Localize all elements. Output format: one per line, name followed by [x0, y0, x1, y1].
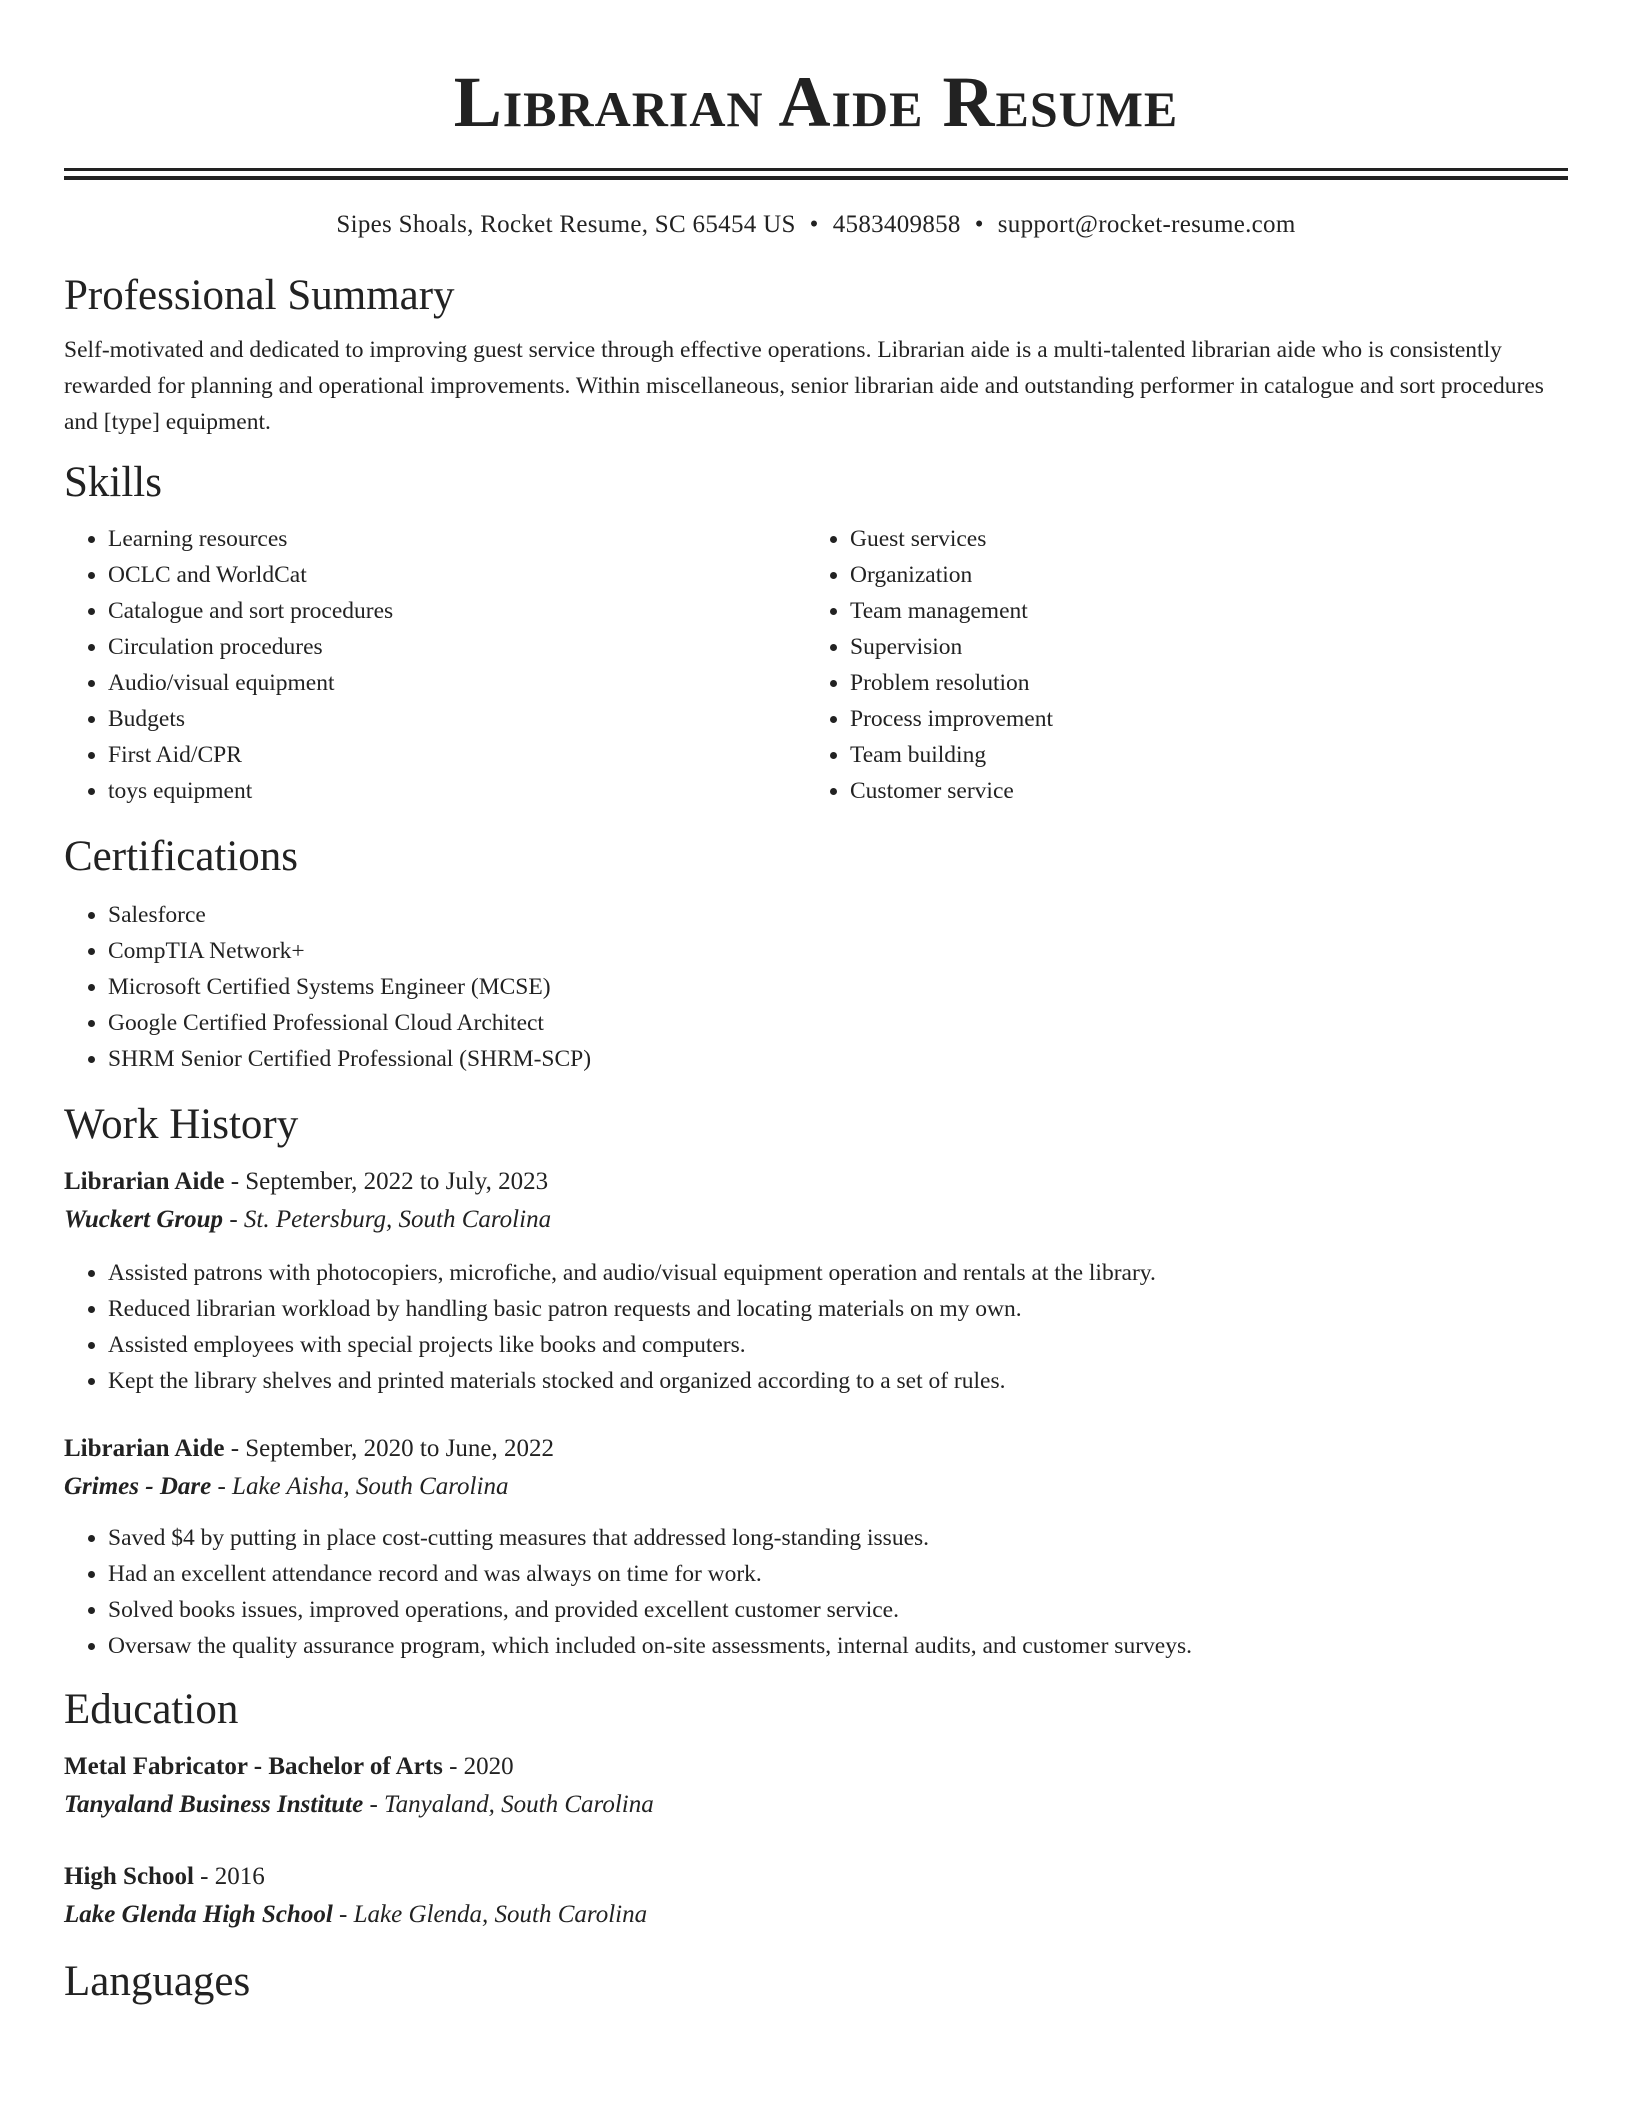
certifications-list	[64, 897, 1568, 1077]
education-degree-line: High School - 2016	[64, 1863, 265, 1890]
education-heading: Education	[64, 1686, 239, 1733]
job-company: Grimes - Dare	[64, 1473, 212, 1500]
job-bullet: • Solved books issues, improved operations, and provided excellent customer service.	[108, 1592, 1568, 1628]
title-divider-top	[64, 168, 1568, 171]
contact-separator: •	[974, 211, 984, 238]
title-divider-bottom	[64, 176, 1568, 180]
education-degree-line: Metal Fabricator - Bachelor of Arts - 2020	[64, 1753, 514, 1780]
education-school-line: Tanyaland Business Institute - Tanyaland, South Carolina	[64, 1791, 654, 1818]
skill-item: • Team management	[850, 593, 1548, 629]
job-bullet: • Kept the library shelves and printed materials stocked and organized according to a set of rules.	[108, 1363, 1568, 1399]
job-entry	[64, 1430, 1568, 1664]
contact-line	[64, 208, 1568, 242]
education-entry	[64, 1748, 1568, 1824]
job-location: Lake Aisha, South Carolina	[232, 1473, 509, 1500]
job-bullet: • Assisted patrons with photocopiers, microfiche, and audio/visual equipment operation and rentals at the library.	[108, 1255, 1568, 1291]
job-bullet: • Assisted employees with special projects like books and computers.	[108, 1327, 1568, 1363]
skills-column-left	[64, 521, 806, 809]
summary-text: Self-motivated and dedicated to improving guest service through effective operations. Librarian aide is a multi-talented librarian aide who is consistently rewarded for planning and operational improvements. Within miscellaneous, senior librarian aide and outstanding performer in catalogue and sort procedures and [type] equipment.	[64, 337, 1544, 435]
skill-item: • First Aid/CPR	[108, 737, 806, 773]
job-title: Librarian Aide	[64, 1168, 225, 1195]
skills-column-right	[806, 521, 1548, 809]
skill-item: • Problem resolution	[850, 665, 1548, 701]
resume-title: Librarian Aide Resume	[453, 62, 1179, 142]
certification-item: • CompTIA Network+	[108, 933, 1568, 969]
skill-item: • Budgets	[108, 701, 806, 737]
work-history-heading: Work History	[64, 1101, 299, 1148]
job-bullet: • Reduced librarian workload by handling basic patron requests and locating materials on my own.	[108, 1291, 1568, 1327]
contact-email[interactable]: support@rocket-resume.com	[997, 211, 1296, 238]
skill-item: • Circulation procedures	[108, 629, 806, 665]
job-title-line: Librarian Aide - September, 2022 to July, 2023	[64, 1168, 549, 1195]
education-school: Lake Glenda High School	[64, 1901, 333, 1928]
education-school-line: Lake Glenda High School - Lake Glenda, South Carolina	[64, 1901, 648, 1928]
skill-item: • toys equipment	[108, 773, 806, 809]
education-degree: High School	[64, 1863, 194, 1890]
job-bullets	[64, 1520, 1568, 1664]
job-bullet: • Oversaw the quality assurance program, which included on-site assessments, internal audits, and customer surveys.	[108, 1628, 1568, 1664]
contact-separator: •	[809, 211, 819, 238]
job-company-line: Grimes - Dare - Lake Aisha, South Carolina	[64, 1473, 509, 1500]
contact-phone: 4583409858	[832, 211, 961, 238]
job-title: Librarian Aide	[64, 1435, 225, 1462]
skill-item: • Customer service	[850, 773, 1548, 809]
certification-item: • Salesforce	[108, 897, 1568, 933]
education-school: Tanyaland Business Institute	[64, 1791, 364, 1818]
job-company: Wuckert Group	[64, 1206, 224, 1233]
job-bullet: • Saved $4 by putting in place cost-cutting measures that addressed long-standing issues.	[108, 1520, 1568, 1556]
job-entry	[64, 1163, 1568, 1399]
education-year: 2020	[463, 1753, 514, 1780]
skills-heading: Skills	[64, 459, 162, 506]
education-year: 2016	[214, 1863, 265, 1890]
education-location: Tanyaland, South Carolina	[384, 1791, 654, 1818]
job-dates: September, 2022 to July, 2023	[245, 1168, 549, 1195]
job-title-line: Librarian Aide - September, 2020 to June, 2022	[64, 1435, 554, 1462]
skill-item: • Catalogue and sort procedures	[108, 593, 806, 629]
contact-address: Sipes Shoals, Rocket Resume, SC 65454 US	[336, 211, 796, 238]
job-dates: September, 2020 to June, 2022	[245, 1435, 554, 1462]
certifications-heading: Certifications	[64, 833, 299, 880]
skill-item: • Learning resources	[108, 521, 806, 557]
skill-item: • OCLC and WorldCat	[108, 557, 806, 593]
job-bullet: • Had an excellent attendance record and was always on time for work.	[108, 1556, 1568, 1592]
certification-item: • SHRM Senior Certified Professional (SHRM-SCP)	[108, 1041, 1568, 1077]
skill-item: • Guest services	[850, 521, 1548, 557]
certification-item: • Google Certified Professional Cloud Architect	[108, 1005, 1568, 1041]
skill-item: • Supervision	[850, 629, 1548, 665]
languages-heading: Languages	[64, 1958, 251, 2005]
education-entry	[64, 1858, 1568, 1934]
job-location: St. Petersburg, South Carolina	[243, 1206, 552, 1233]
education-location: Lake Glenda, South Carolina	[353, 1901, 648, 1928]
job-bullets	[64, 1255, 1568, 1399]
skill-item: • Audio/visual equipment	[108, 665, 806, 701]
skill-item: • Team building	[850, 737, 1548, 773]
certification-item: • Microsoft Certified Systems Engineer (MCSE)	[108, 969, 1568, 1005]
summary-heading: Professional Summary	[64, 272, 455, 319]
education-degree: Metal Fabricator - Bachelor of Arts	[64, 1753, 443, 1780]
skills-list	[64, 521, 1568, 809]
skill-item: • Process improvement	[850, 701, 1548, 737]
skill-item: • Organization	[850, 557, 1548, 593]
job-company-line: Wuckert Group - St. Petersburg, South Carolina	[64, 1206, 552, 1233]
